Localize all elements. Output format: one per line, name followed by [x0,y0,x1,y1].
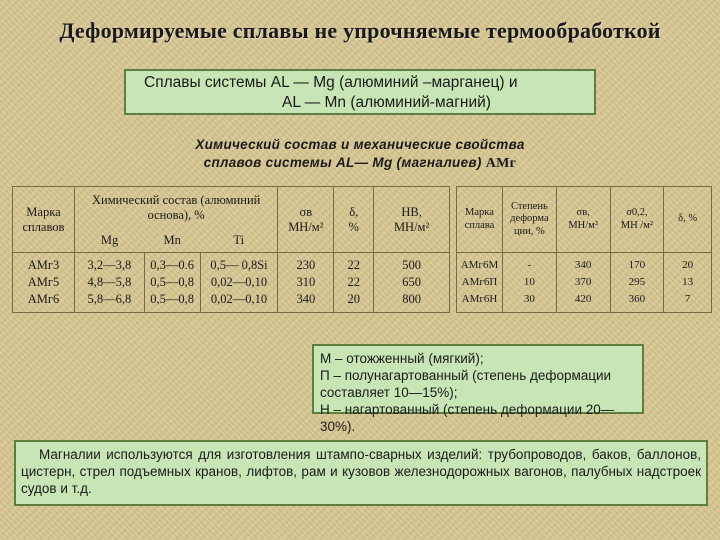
sigma-b-value: 340 [574,259,592,271]
alloy-system-line-1: Сплавы системы AL — Mg (алюминий –марганец) и [144,74,518,91]
header-delta [334,187,374,253]
hb-value: 800 [402,292,421,306]
deformation-value: 10 [523,276,535,288]
header-sigma-b [556,187,610,253]
delta-cell [334,253,374,313]
deformation-value: - [527,259,532,271]
sigma-value: 340 [296,292,316,306]
header-sigma-02-symbol: σ0,2, [626,206,648,218]
delta-value: 20 [347,292,360,306]
alloy-system-line-2: AL — Mn (алюминий-магний) [282,94,491,111]
section-heading-line-2 [0,155,720,172]
header-deformation: Степень деформа ции, % [502,187,556,253]
header-sigma-symbol: σв [299,204,313,219]
alloy-grade-value: АМг6Н [461,293,498,305]
header-mn: Mn [144,229,200,253]
header-elongation: δ, % [664,187,712,253]
alloy-grade-value: АМг6П [461,276,498,288]
header-grade: Марка сплавов [13,187,75,253]
header-mg: Mg [74,229,144,253]
elongation-value: 7 [684,293,691,305]
header-delta-symbol: δ, [349,204,359,219]
grade-value: АМг5 [27,275,60,289]
header-hb-unit: МН/м² [393,219,430,234]
ti-cell [200,253,278,313]
mn-value: 0,5—0,8 [150,275,195,289]
sigma-02-value: 170 [628,259,646,271]
hb-cell [374,253,450,313]
sigma-02-value: 295 [628,276,646,288]
table-row [13,253,450,313]
section-heading-grade: АМг [485,156,517,171]
header-sigma-02-unit: МН /м² [620,219,654,231]
alloy-grade-value: АМг6М [460,259,499,271]
sigma-cell [278,253,334,313]
header-sigma-02 [610,187,664,253]
sigma-value: 310 [296,275,316,289]
alloy-grade-cell [457,253,503,313]
sigma-b-value: 370 [574,276,592,288]
ti-value: 0,02—0,10 [210,275,268,289]
mn-cell [144,253,200,313]
ti-value: 0,5— 0,8Si [210,258,268,272]
mg-value: 5,8—6,8 [87,292,132,306]
section-heading-text: сплавов системы AL— Mg (магналиев) [203,155,482,170]
sigma-value: 230 [296,258,316,272]
header-chemical-composition: Химический состав (алюминий основа), % [74,187,277,229]
header-sigma [278,187,334,253]
sigma-02-value: 360 [628,293,646,305]
usage-note-text: Магналии используются для изготовления штампо-сварных изделий: трубопроводов, баков, баллонов, цистерн, стрел подъемных кранов, лифтов, рам и кузовов железнодорожных вагонов, палубных надстроек судов и т.д. [21,447,701,496]
page-title: Деформируемые сплавы не упрочняемые термообработкой [59,18,661,43]
header-alloy-grade: Марка сплава [457,187,503,253]
mg-value: 3,2—3,8 [87,258,132,272]
header-sigma-b-unit: МН/м² [568,219,598,231]
mn-value: 0,3—0.6 [150,258,195,272]
header-hb-label: НВ, [401,204,422,219]
section-heading-line-1: Химический состав и механические свойства [195,137,525,152]
composition-table [12,186,450,313]
temper-legend [312,344,644,434]
elongation-value: 13 [682,276,694,288]
elongation-value: 20 [682,259,694,271]
header-sigma-b-symbol: σв, [576,206,590,218]
ti-value: 0,02—0,10 [210,292,268,306]
mg-value: 4,8—5,8 [87,275,132,289]
header-delta-unit: % [348,219,359,234]
mechanical-properties-table [456,186,712,313]
header-ti: Ti [200,229,278,253]
grade-cell [13,253,75,313]
usage-note [14,440,708,506]
header-hb [374,187,450,253]
mg-cell [74,253,144,313]
legend-line-semi-hard: П – полунагартованный (степень деформации составляет 10—15%); [320,368,612,400]
grade-value: АМг3 [27,258,60,272]
delta-value: 22 [347,275,360,289]
table-row [457,253,712,313]
mn-value: 0,5—0,8 [150,292,195,306]
elongation-cell [664,253,712,313]
sigma-02-cell [610,253,664,313]
sigma-b-value: 420 [574,293,592,305]
alloy-system-box [124,69,596,115]
legend-line-annealed: М – отожженный (мягкий); [320,351,484,366]
legend-line-hard: Н – нагартованный (степень деформации 20—30%). [320,402,615,434]
deformation-cell [502,253,556,313]
hb-value: 650 [402,275,421,289]
grade-value: АМг6 [27,292,60,306]
deformation-value: 30 [523,293,535,305]
hb-value: 500 [402,258,421,272]
delta-value: 22 [347,258,360,272]
sigma-b-cell [556,253,610,313]
header-sigma-unit: МН/м² [288,219,324,234]
